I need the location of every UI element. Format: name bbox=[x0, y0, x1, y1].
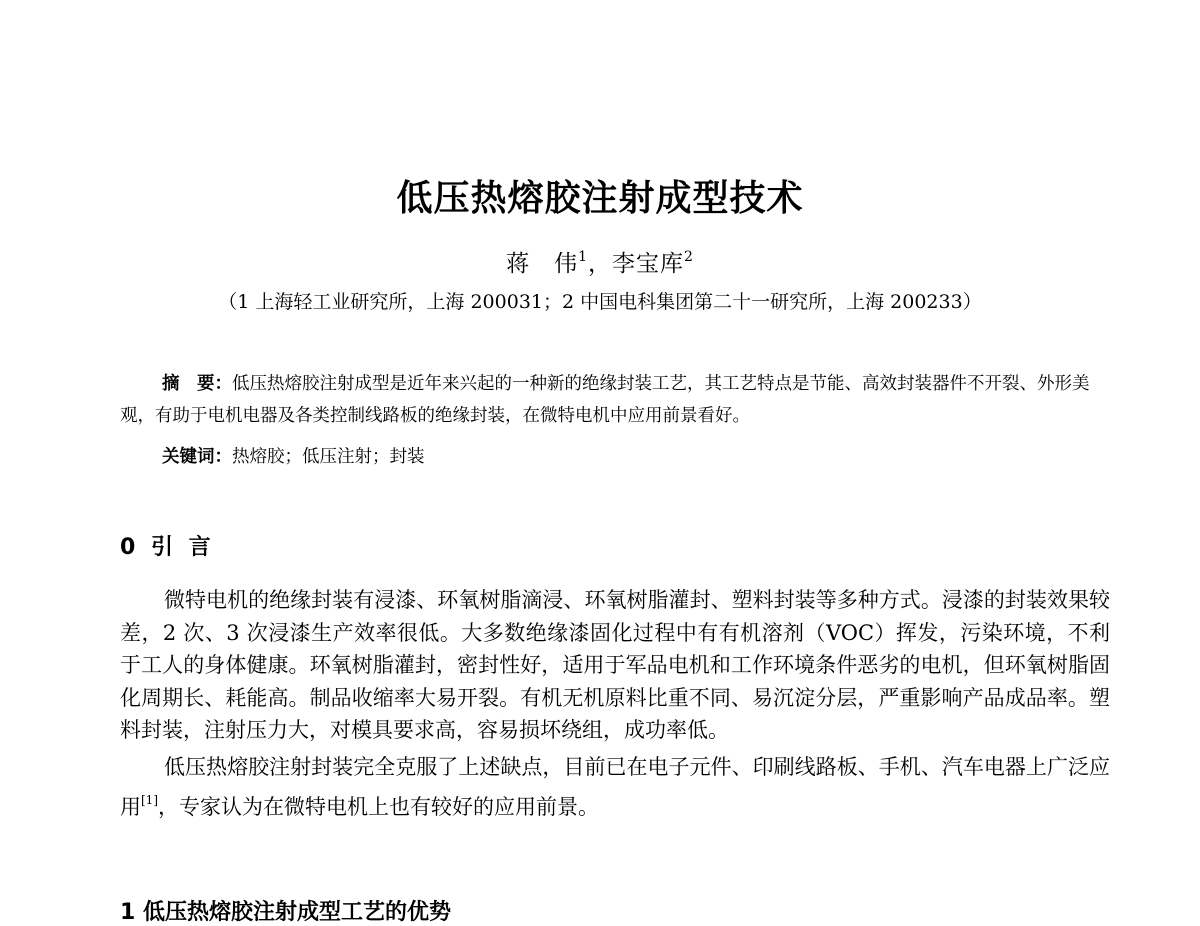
keywords-text: 热熔胶；低压注射；封装 bbox=[232, 447, 425, 467]
paper-title: 低压热熔胶注射成型技术 bbox=[396, 178, 804, 219]
paragraph-2-text: 低压热熔胶注射封装完全克服了上述缺点，目前已在电子元件、印刷线路板、手机、汽车电器上广泛应用 bbox=[120, 754, 1110, 819]
citation-ref: [1] bbox=[141, 792, 158, 807]
paragraph-2-tail: ，专家认为在微特电机上也有较好的应用前景。 bbox=[158, 794, 599, 819]
author-separator: ， bbox=[588, 251, 612, 277]
section-0-paragraph-2 bbox=[120, 751, 1110, 823]
abstract-label: 摘 要： bbox=[162, 374, 232, 394]
author-2-affil-mark: 2 bbox=[684, 249, 694, 265]
author-1-name: 蒋 伟 bbox=[506, 251, 579, 277]
author-1-affil-mark: 1 bbox=[578, 249, 588, 265]
abstract bbox=[120, 368, 1110, 432]
keywords-label: 关键词： bbox=[162, 447, 232, 467]
keywords bbox=[162, 441, 425, 473]
section-1-heading: 1 低压热熔胶注射成型工艺的优势 bbox=[120, 900, 451, 925]
author-line bbox=[0, 245, 1200, 278]
affiliation-line: （1 上海轻工业研究所，上海 200031；2 中国电科集团第二十一研究所，上海 200233） bbox=[218, 291, 982, 313]
section-0-paragraph-1: 微特电机的绝缘封装有浸漆、环氧树脂滴浸、环氧树脂灌封、塑料封装等多种方式。浸漆的封装效果较差，2 次、3 次浸漆生产效率很低。大多数绝缘漆固化过程中有有机溶剂（VOC）挥发，污染环境，不利于工人的身体健康。环氧树脂灌封，密封性好，适用于军品电机和工作环境条件恶劣的电机，但环氧树脂固化周期长、耗能高。制品收缩率大易开裂。有机无机原料比重不同、易沉淀分层，严重影响产品成品率。塑料封装，注射压力大，对模具要求高，容易损坏绕组，成功率低。 bbox=[120, 588, 1110, 743]
section-0-heading: 0 引 言 bbox=[120, 535, 215, 560]
section-0-body bbox=[120, 584, 1110, 823]
abstract-text: 低压热熔胶注射成型是近年来兴起的一种新的绝缘封装工艺，其工艺特点是节能、高效封装器件不开裂、外形美观，有助于电机电器及各类控制线路板的绝缘封装，在微特电机中应用前景看好。 bbox=[120, 374, 1090, 426]
author-2-name: 李宝库 bbox=[612, 251, 684, 277]
